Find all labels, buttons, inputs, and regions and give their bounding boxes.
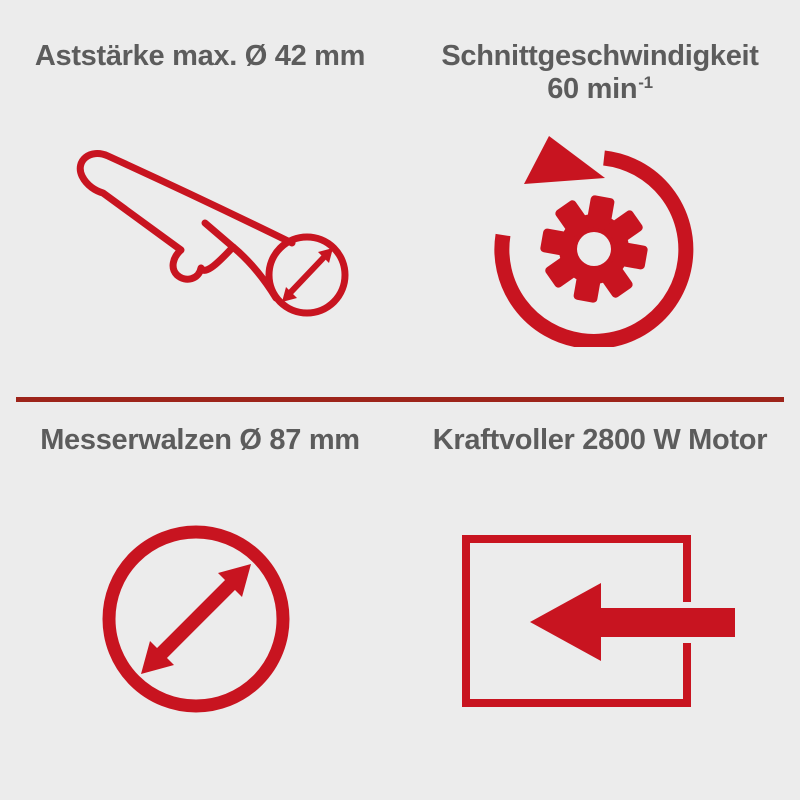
feature-title-branch-thickness: Aststärke max. Ø 42 mm <box>34 40 366 72</box>
feature-title-cutting-speed <box>400 40 800 109</box>
roller-diameter-icon <box>96 518 298 720</box>
branch-diameter-icon <box>70 135 370 350</box>
cutting-speed-line1: Schnittgeschwindigkeit <box>441 40 759 72</box>
divider-line <box>16 397 784 402</box>
cutting-speed-line2 <box>400 73 800 109</box>
feature-title-blade-roller: Messerwalzen Ø 87 mm <box>40 424 360 456</box>
feed-intake-icon <box>455 528 767 716</box>
rotating-gear-icon <box>487 132 697 347</box>
cutting-speed-value: 60 min <box>547 73 638 105</box>
feature-title-motor-power: Kraftvoller 2800 W Motor <box>432 424 768 456</box>
cutting-speed-exponent: -1 <box>638 73 653 92</box>
